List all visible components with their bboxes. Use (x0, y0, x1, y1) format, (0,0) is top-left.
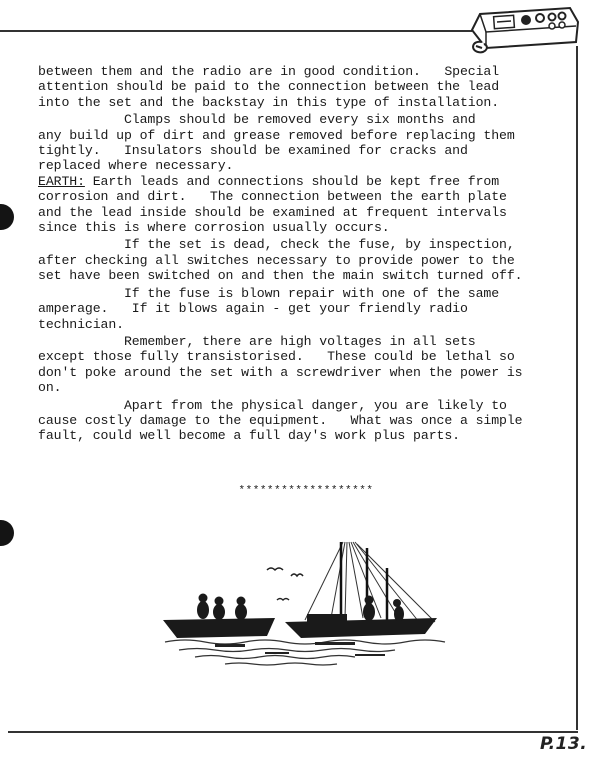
document-body-text (38, 64, 568, 444)
text-line: amperage. If it blows again - get your friendly radio (38, 301, 468, 317)
paragraph-dead-set (38, 237, 568, 283)
text-line: tightly. Insulators should be examined for cracks and (38, 143, 468, 159)
earth-first-line: Earth leads and connections should be kept free from (84, 173, 500, 189)
section-separator: ******************* (238, 485, 374, 497)
page-frame-bottom-line (8, 731, 578, 733)
paragraph-physical-danger (38, 398, 568, 444)
text-line: into the set and the backstay in this type of installation. (38, 94, 500, 110)
text-line: except those fully transistorised. These could be lethal so (38, 349, 515, 365)
text-line: and the lead inside should be examined at frequent intervals (38, 204, 507, 220)
text-line: don't poke around the set with a screwdriver when the power is (38, 364, 523, 380)
binder-hole-upper (0, 204, 14, 230)
page-frame-right-line (576, 46, 578, 730)
text-line: any build up of dirt and grease removed before replacing them (38, 127, 515, 143)
text-line: Clamps should be removed every six months and (38, 112, 476, 128)
radio-icon (466, 2, 584, 58)
earth-heading: EARTH: (38, 173, 85, 189)
page-number: P.13. (540, 734, 588, 754)
text-line: between them and the radio are in good condition. Special (38, 64, 500, 79)
text-line: Remember, there are high voltages in all sets (38, 333, 476, 349)
paragraph-antenna-connection (38, 64, 568, 110)
text-line: replaced where necessary. (38, 158, 234, 174)
text-line: If the fuse is blown repair with one of the same (38, 285, 500, 301)
text-line (38, 174, 568, 189)
text-line: after checking all switches necessary to provide power to the (38, 252, 515, 268)
text-line: technician. (38, 316, 124, 332)
text-line: attention should be paid to the connection between the lead (38, 79, 500, 95)
text-line: cause costly damage to the equipment. What was once a simple (38, 412, 523, 428)
paragraph-fuse (38, 286, 568, 332)
text-line: fault, could well become a full day's work plus parts. (38, 428, 460, 444)
page-frame-top-line (0, 30, 472, 32)
paragraph-high-voltage (38, 334, 568, 396)
paragraph-earth (38, 174, 568, 236)
binder-hole-lower (0, 520, 14, 546)
text-line: corrosion and dirt. The connection between the earth plate (38, 189, 507, 205)
text-line: Apart from the physical danger, you are likely to (38, 397, 507, 413)
paragraph-clamps (38, 112, 568, 174)
text-line: If the set is dead, check the fuse, by inspection, (38, 237, 515, 253)
text-line: on. (38, 380, 62, 396)
fishing-boats-illustration (155, 538, 455, 670)
text-line: since this is where corrosion usually occurs. (38, 220, 390, 236)
text-line: set have been switched on and then the main switch turned off. (38, 268, 523, 284)
